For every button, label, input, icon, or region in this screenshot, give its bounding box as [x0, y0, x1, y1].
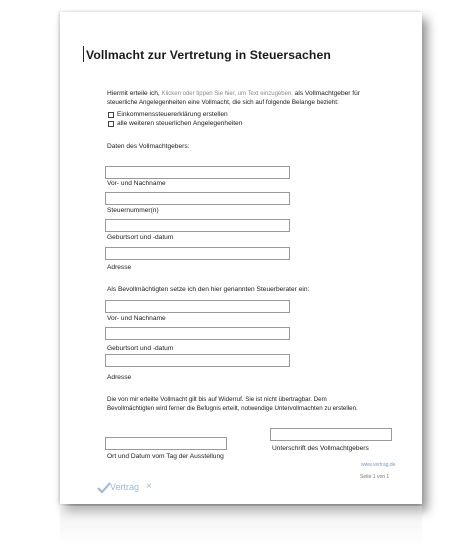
- logo-text: Vertrag: [110, 482, 140, 492]
- placeholder-field[interactable]: Klicken oder tippen Sie hier, um Text einzugeben.: [161, 91, 293, 97]
- intro-start: Hiermit erteile ich,: [107, 90, 160, 97]
- text-cursor: [83, 46, 84, 62]
- agent-name-label: Vor- und Nachname: [107, 315, 166, 322]
- logo-suffix: ×: [146, 481, 152, 492]
- place-date-label: Ort und Datum vom Tag der Ausstellung: [107, 453, 224, 460]
- vertrag-logo: [96, 481, 166, 495]
- document-title: Vollmacht zur Vertretung in Steuersachen: [86, 48, 331, 62]
- principal-address-field[interactable]: [105, 247, 290, 260]
- checkbox-other-tax-matters[interactable]: [108, 121, 114, 127]
- principal-name-field[interactable]: [105, 166, 290, 179]
- place-date-field[interactable]: [105, 437, 227, 450]
- principal-tax-number-label: Steuernummer(n): [107, 207, 159, 214]
- closing-line-1: Die von mir erteilte Vollmacht gilt bis auf Widerruf. Sie ist nicht übertragbar. Dem: [107, 396, 327, 403]
- intro-line-1: [107, 90, 360, 98]
- intro-after-placeholder: als Vollmachtgeber für: [294, 90, 361, 97]
- closing-line-2: Bevollmächtigten wird ferner die Befugnis erteilt, notwendige Untervollmachten zu erstellen.: [107, 405, 358, 412]
- checkbox-income-tax[interactable]: [108, 112, 114, 118]
- agent-address-label: Adresse: [107, 374, 132, 381]
- signature-label: [272, 445, 369, 453]
- agent-birth-field[interactable]: [105, 327, 290, 340]
- principal-address-label: Adresse: [107, 264, 132, 271]
- signature-label-text: Unterschrift des Vollmachtgebers: [272, 445, 369, 452]
- agent-address-field[interactable]: [105, 354, 290, 367]
- checkbox-other-tax-matters-label: alle weiteren steuerlichen Angelegenheiten: [117, 120, 243, 127]
- signature-field[interactable]: [270, 428, 392, 441]
- section-agent-heading: Als Bevollmächtigten setze ich den hier genannten Steuerberater ein:: [107, 286, 310, 293]
- section-principal-heading: Daten des Vollmachtgebers:: [107, 143, 190, 150]
- principal-tax-number-field[interactable]: [105, 192, 290, 205]
- footer-url[interactable]: www.vertrag.de: [361, 462, 396, 468]
- checkbox-income-tax-label: Einkommenssteuererklärung erstellen: [117, 111, 228, 118]
- page-reflection: [60, 506, 422, 546]
- agent-birth-label: Geburtsort und -datum: [107, 345, 174, 352]
- intro-line-2: steuerliche Angelegenheiten eine Vollmacht, die sich auf folgende Belange bezieht:: [107, 99, 339, 106]
- footer-page-number: Seite 1 von 1: [360, 474, 390, 480]
- principal-birth-field[interactable]: [105, 219, 290, 232]
- agent-name-field[interactable]: [105, 300, 290, 313]
- principal-name-label: Vor- und Nachname: [107, 180, 166, 187]
- principal-birth-label: Geburtsort und -datum: [107, 234, 174, 241]
